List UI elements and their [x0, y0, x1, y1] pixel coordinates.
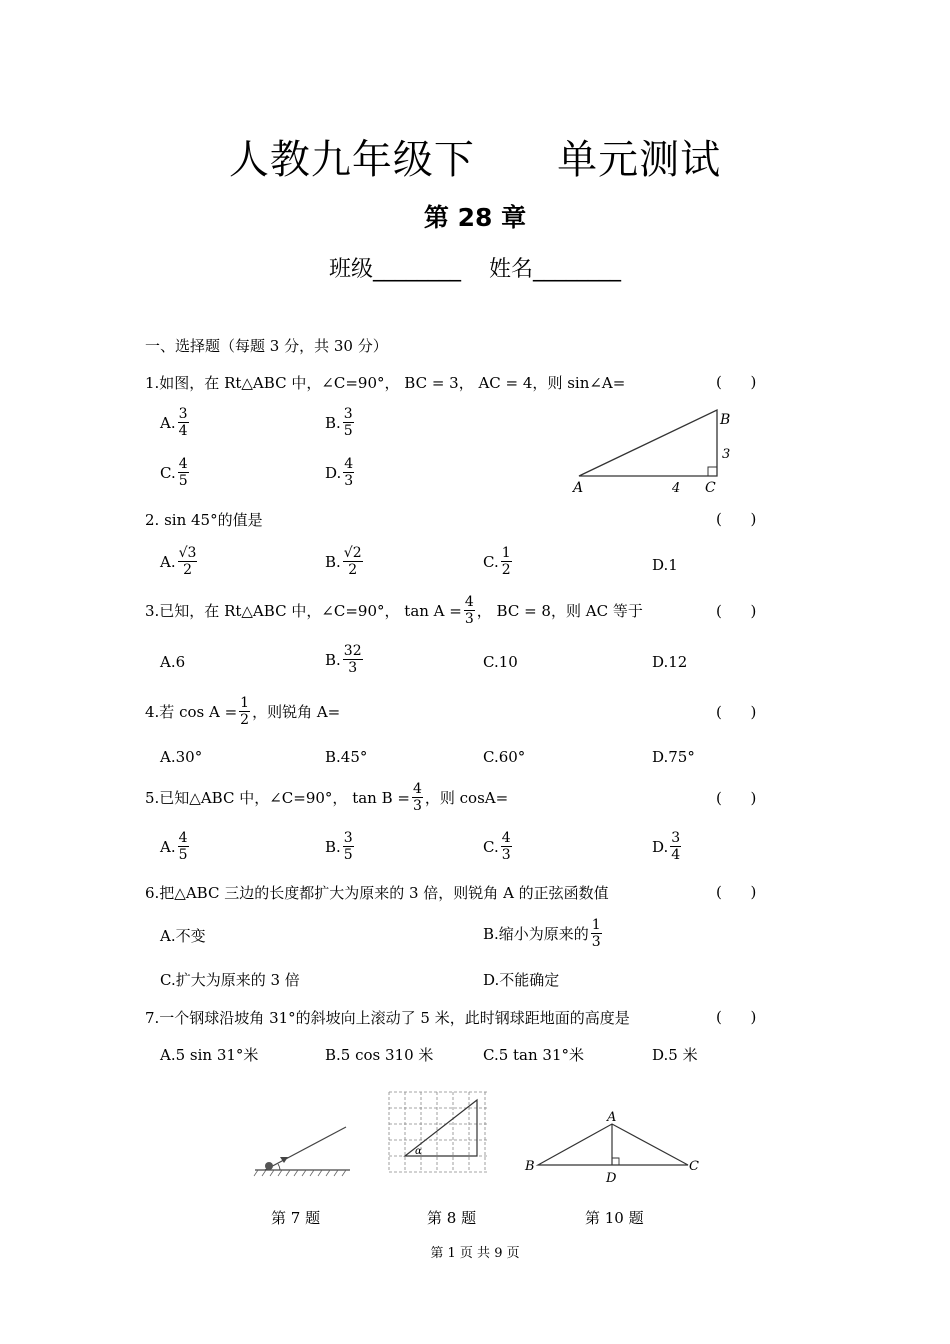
q1-label-b: B: [720, 412, 731, 428]
question-4: 4.若 cos A = $\frac{1}{2}$ ，则锐角 A=: [145, 695, 341, 728]
q5-option-b: B. $\frac{3}{5}$: [325, 830, 353, 863]
q4-option-b: B.45°: [325, 748, 368, 766]
q4-option-d: D.75°: [652, 748, 695, 766]
question-1: 1.如图，在 Rt△ABC 中，∠C=90°， BC = 3， AC = 4，则 sin∠A=: [145, 374, 626, 392]
q1-label-c: C: [705, 480, 716, 496]
q6-option-a: A.不变: [160, 927, 206, 945]
q7-option-a: A.5 sin 31°米: [160, 1046, 259, 1064]
q1-side-bc: 3: [722, 447, 731, 462]
arrow-icon: [280, 1157, 288, 1163]
q5-option-a: A. $\frac{4}{5}$: [160, 830, 188, 863]
answer-bracket-7: ( ): [716, 1008, 757, 1026]
q7-option-b: B.5 cos 310 米: [325, 1046, 434, 1064]
q2-option-d: D.1: [652, 556, 678, 574]
chapter-heading: 第 28 章: [423, 203, 527, 232]
figure-8-caption: 第 8 题: [427, 1209, 477, 1227]
q5-option-d: D. $\frac{3}{4}$: [652, 830, 681, 863]
page-footer: 第 1 页 共 9 页: [430, 1246, 520, 1261]
question-6: 6.把△ABC 三边的长度都扩大为原来的 3 倍，则锐角 A 的正弦函数值: [145, 884, 609, 902]
question-7: 7.一个钢球沿坡角 31°的斜坡向上滚动了 5 米，此时钢球距地面的高度是: [145, 1009, 630, 1027]
figure-7-caption: 第 7 题: [271, 1209, 321, 1227]
q10-label-a: A: [607, 1110, 617, 1125]
answer-bracket-5: ( ): [716, 789, 757, 807]
q7-option-c: C.5 tan 31°米: [483, 1046, 585, 1064]
q3-option-c: C.10: [483, 653, 518, 671]
q7-option-d: D.5 米: [652, 1046, 698, 1064]
q1-option-c: C. $\frac{4}{5}$: [160, 456, 188, 489]
q7-slope-figure: [250, 1120, 360, 1180]
q8-grid-figure: [385, 1088, 495, 1180]
answer-bracket-1: ( ): [716, 373, 757, 391]
q3-option-d: D.12: [652, 653, 688, 671]
q2-option-c: C. $\frac{1}{2}$: [483, 545, 511, 578]
q3-option-a: A.6: [160, 653, 186, 671]
q6-option-d: D.不能确定: [483, 971, 560, 989]
q3-option-b: B. $\frac{32}{3}$: [325, 643, 362, 676]
q1-triangle-figure: [565, 400, 745, 500]
answer-bracket-2: ( ): [716, 510, 757, 528]
figure-10-caption: 第 10 题: [585, 1209, 644, 1227]
q1-option-a: A. $\frac{3}{4}$: [160, 406, 188, 439]
q1-side-ac: 4: [672, 481, 681, 496]
document-title: 人教九年级下 单元测试: [228, 137, 722, 183]
q1-option-d: D. $\frac{4}{3}$: [325, 456, 354, 489]
question-2: 2. sin 45°的值是: [145, 511, 263, 529]
q2-option-b: B. $\frac{√2}{2}$: [325, 545, 362, 578]
answer-bracket-6: ( ): [716, 883, 757, 901]
angle-alpha-label: α: [415, 1146, 422, 1157]
q10-label-d: D: [606, 1171, 617, 1186]
q10-label-b: B: [525, 1159, 535, 1174]
answer-bracket-4: ( ): [716, 703, 757, 721]
ball-icon: [265, 1162, 273, 1170]
q10-label-c: C: [689, 1159, 699, 1174]
section-heading: 一、选择题（每题 3 分，共 30 分）: [145, 337, 388, 355]
answer-bracket-3: ( ): [716, 602, 757, 620]
q4-option-a: A.30°: [160, 748, 203, 766]
q6-option-c: C.扩大为原来的 3 倍: [160, 971, 300, 989]
question-3: 3.已知，在 Rt△ABC 中，∠C=90°， tan A = $\frac{4}{3}$ ， BC = 8，则 AC 等于: [145, 594, 643, 627]
q2-option-a: A. $\frac{√3}{2}$: [160, 545, 197, 578]
q10-triangle-figure: [520, 1108, 705, 1188]
q1-option-b: B. $\frac{3}{5}$: [325, 406, 353, 439]
q6-option-b: B.缩小为原来的 $\frac{1}{3}$: [483, 917, 601, 950]
q5-option-c: C. $\frac{4}{3}$: [483, 830, 511, 863]
class-name-line: 班级________ 姓名________: [329, 257, 621, 282]
q1-label-a: A: [573, 480, 584, 496]
question-5: 5.已知△ABC 中，∠C=90°， tan B = $\frac{4}{3}$ ，则 cosA=: [145, 781, 509, 814]
q4-option-c: C.60°: [483, 748, 526, 766]
